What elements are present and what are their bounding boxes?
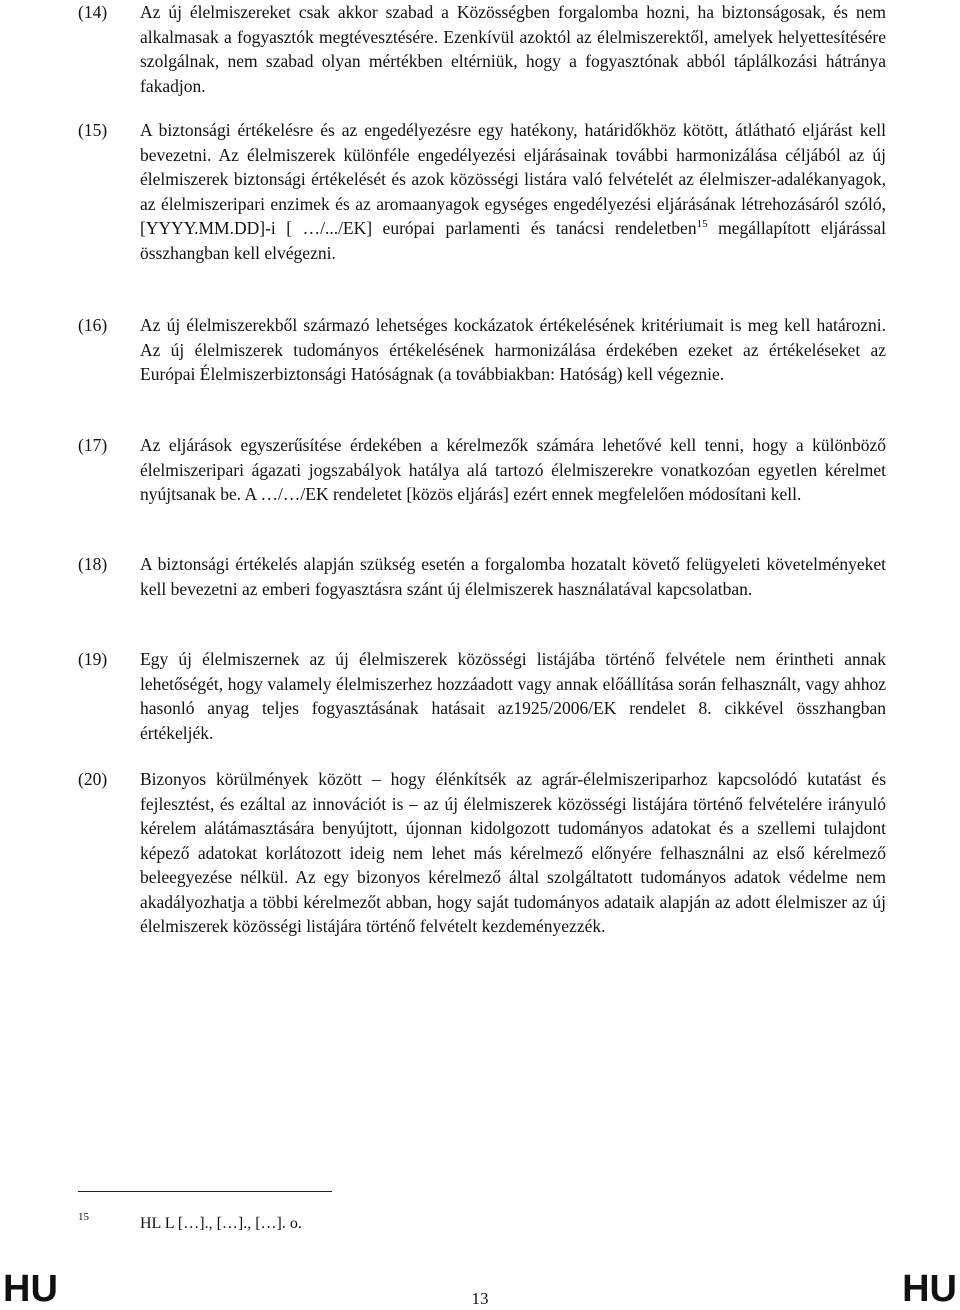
recital-text: A biztonsági értékelés alapján szükség esetén a forgalomba hozatalt követő felügyeleti követelményeket kell bevezetni az emberi fogyasztásra szánt új élelmiszerek használatával kapcsolatban. (140, 554, 886, 599)
recital-number: (20) (78, 769, 108, 789)
recital-number: (16) (78, 315, 108, 335)
recital-number: (19) (78, 649, 108, 669)
footnote-text: HL L […]., […]., […]. o. (140, 1215, 302, 1232)
recital-number: (14) (78, 2, 108, 22)
recital-text: Bizonyos körülmények között – hogy élénkítsék az agrár-élelmiszeriparhoz kapcsolódó kutatást és fejlesztést, és ezáltal az innovációt is – az új élelmiszerek közösségi listájára történő felvételére irányuló kérelem alátámasztására benyújtott, újonnan kidolgozott tudományos adatokat és a szellemi tulajdont képező adatokat korlátozott ideig nem lehet más kérelmező előnyére felhasználni az első kérelmező beleegyezése nélkül. Az egy bizonyos kérelmező által szolgáltatott tudományos adatok védelme nem akadályozhatja a többi kérelmezőt abban, hogy saját tudományos adataik alapján az adott élelmiszer az új élelmiszerek közösségi listájára történő felvételt kezdeményezzék. (140, 769, 886, 936)
recital-text: Az új élelmiszereket csak akkor szabad a Közösségben forgalomba hozni, ha biztonságosak, és nem alkalmasak a fogyasztók megtévesztésére. Ezenkívül azoktól az élelmiszerektől, amelyek helyettesítésére szolgálnak, nem szabad olyan mértékben eltérniük, hogy a fogyasztónak abból táplálkozási hátránya fakadjon. (140, 2, 886, 96)
language-code-left: HU (3, 1268, 58, 1310)
recital-number: (17) (78, 435, 108, 455)
recital-text: Az új élelmiszerekből származó lehetséges kockázatok értékelésének kritériumait is meg kell határozni. Az új élelmiszerek tudományos értékelésének harmonizálása érdekében ezeket az értékeléseket az Európai Élelmiszerbiztonsági Hatóságnak (a továbbiakban: Hatóság) kell végeznie. (140, 315, 886, 384)
recital-number: (15) (78, 120, 108, 140)
page-number: 13 (471, 1289, 489, 1308)
footnote-mark: 15 (78, 1211, 89, 1223)
recital-text (140, 118, 886, 265)
recital-text-continued: megállapított eljárással összhangban kell elvégezni. (140, 218, 886, 263)
language-code-right: HU (902, 1268, 957, 1310)
footnote-reference[interactable]: 15 (696, 218, 708, 230)
recital-number: (18) (78, 554, 108, 574)
recital-text: Az eljárások egyszerűsítése érdekében a kérelmezők számára lehetővé kell tenni, hogy a különböző élelmiszeripari ágazati jogszabályok hatálya alá tartozó élelmiszerekre vonatkozóan egyetlen kérelmet nyújtsanak be. A …/…/EK rendeletet [közös eljárás] ezért ennek megfelelően módosítani kell. (140, 435, 886, 504)
recital-text: Egy új élelmiszernek az új élelmiszerek közösségi listájába történő felvétele nem érintheti annak lehetőségét, hogy valamely élelmiszerhez hozzáadott vagy annak előállítása során felhasznált, vagy ahhoz hasonló anyag teljes fogyasztásának hatásait az1925/2006/EK rendelet 8. cikkével összhangban értékeljék. (140, 649, 886, 743)
footnote-separator (78, 1191, 332, 1192)
recital-text-main: A biztonsági értékelésre és az engedélyezésre egy hatékony, határidőkhöz kötött, átlátható eljárást kell bevezetni. Az élelmiszerek különféle engedélyezési eljárásainak további harmonizálása céljából az új élelmiszerek biztonsági értékelését és azok közösségi listára való felvételét az élelmiszer-adalékanyagok, az élelmiszeripari enzimek és az aromaanyagok egységes engedélyezési eljárásának létrehozásáról szóló, [YYYY.MM.DD]-i [ …/.../EK] európai parlamenti és tanácsi rendeletben (140, 120, 886, 238)
